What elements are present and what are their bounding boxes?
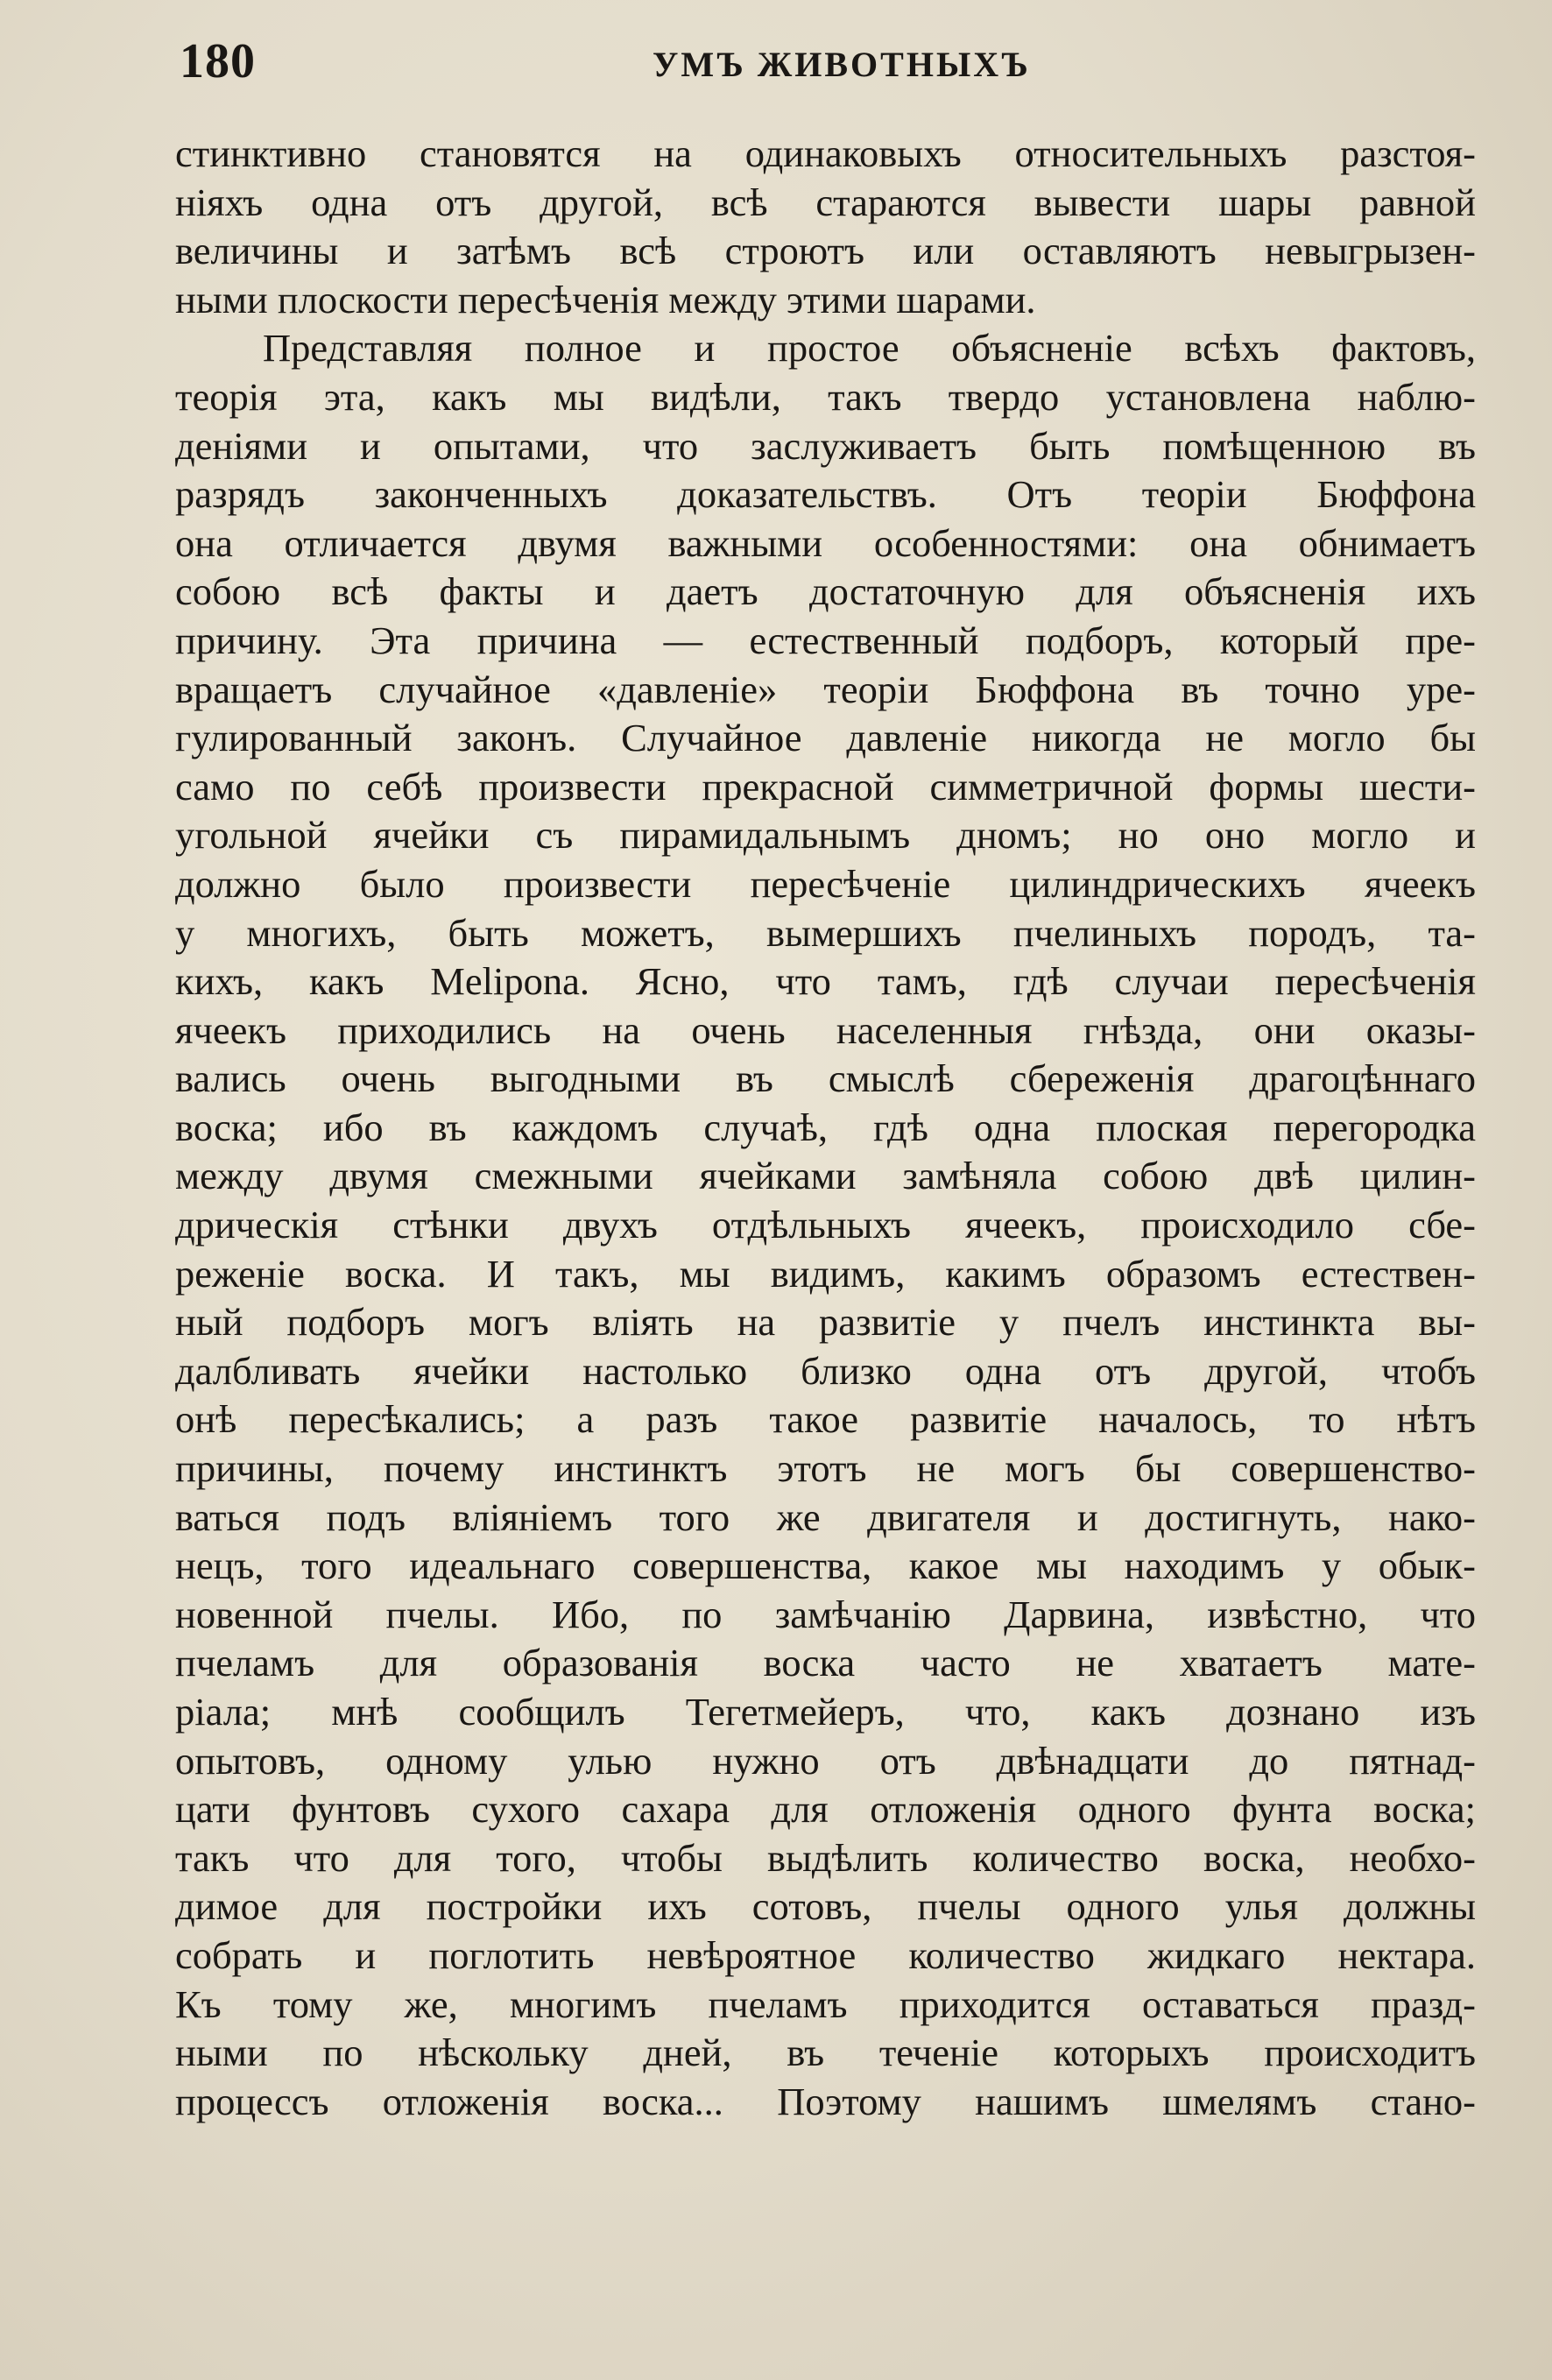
text-line: величины и затѣмъ всѣ строютъ или оставляютъ невыгрызен- bbox=[175, 229, 1476, 273]
text-line: между двумя смежными ячейками замѣняла собою двѣ цилин- bbox=[175, 1154, 1476, 1198]
text-line: онѣ пересѣкались; а разъ такое развитіе началось, то нѣтъ bbox=[175, 1397, 1476, 1442]
text-line: должно было произвести пересѣченіе цилиндрическихъ ячеекъ bbox=[175, 861, 1476, 906]
text-line: ными плоскости пересѣченія между этими шарами. bbox=[175, 277, 1036, 321]
text-line: ными по нѣскольку дней, въ теченіе которыхъ происходитъ bbox=[175, 2030, 1476, 2075]
text-line: пчеламъ для образованія воска часто не хватаетъ мате- bbox=[175, 1641, 1476, 1685]
text-line: цати фунтовъ сухого сахара для отложенія одного фунта воска; bbox=[175, 1787, 1476, 1832]
text-line: новенной пчелы. Ибо, по замѣчанію Дарвина, извѣстно, что bbox=[175, 1592, 1476, 1636]
text-line: кихъ, какъ Melipona. Ясно, что тамъ, гдѣ случаи пересѣченія bbox=[175, 959, 1476, 1004]
text-line: само по себѣ произвести прекрасной симметричной формы шести- bbox=[175, 764, 1476, 809]
text-line: димое для постройки ихъ сотовъ, пчелы одного улья должны bbox=[175, 1884, 1476, 1929]
running-head: УМЪ ЖИВОТНЫХЪ bbox=[653, 45, 1031, 84]
page-number: 180 bbox=[180, 34, 256, 88]
text-line: нецъ, того идеальнаго совершенства, какое мы находимъ у обык- bbox=[175, 1543, 1476, 1588]
text-line: Представляя полное и простое объясненіе всѣхъ фактовъ, bbox=[263, 326, 1476, 371]
text-line: ніяхъ одна отъ другой, всѣ стараются вывести шары равной bbox=[175, 180, 1476, 224]
text-line: причины, почему инстинктъ этотъ не могъ бы совершенство- bbox=[175, 1446, 1476, 1491]
text-line: у многихъ, быть можетъ, вымершихъ пчелиныхъ породъ, та- bbox=[175, 910, 1476, 955]
text-line: такъ что для того, чтобы выдѣлить количество воска, необхо- bbox=[175, 1835, 1476, 1880]
text-line: ячеекъ приходились на очень населенныя гнѣзда, они оказы- bbox=[175, 1007, 1476, 1052]
text-line: разрядъ законченныхъ доказательствъ. Отъ теоріи Бюффона bbox=[175, 472, 1476, 517]
text-line: реженіе воска. И такъ, мы видимъ, какимъ образомъ естествен- bbox=[175, 1251, 1476, 1296]
text-line: ваться подъ вліяніемъ того же двигателя и достигнуть, нако- bbox=[175, 1494, 1476, 1539]
text-line: гулированный законъ. Случайное давленіе никогда не могло бы bbox=[175, 716, 1476, 760]
text-line: теорія эта, какъ мы видѣли, такъ твердо установлена наблю- bbox=[175, 374, 1476, 419]
text-line: опытовъ, одному улью нужно отъ двѣнадцати до пятнад- bbox=[175, 1738, 1476, 1783]
text-line: вращаетъ случайное «давленіе» теоріи Бюффона въ точно уре- bbox=[175, 667, 1476, 711]
page-header bbox=[180, 33, 1476, 95]
text-line: она отличается двумя важными особенностями: она обнимаетъ bbox=[175, 520, 1476, 565]
text-line: дрическія стѣнки двухъ отдѣльныхъ ячеекъ, происходило сбе- bbox=[175, 1203, 1476, 1247]
text-line: Къ тому же, многимъ пчеламъ приходится оставаться празд- bbox=[175, 1981, 1476, 2026]
text-line: ріала; мнѣ сообщилъ Тегетмейеръ, что, какъ дознано изъ bbox=[175, 1690, 1476, 1734]
body-text bbox=[175, 130, 1476, 2126]
text-line: процессъ отложенія воска... Поэтому нашимъ шмелямъ стано- bbox=[175, 2079, 1476, 2123]
text-line: стинктивно становятся на одинаковыхъ относительныхъ разстоя- bbox=[175, 131, 1476, 175]
text-line: причину. Эта причина — естественный подборъ, который пре- bbox=[175, 618, 1476, 662]
text-line: далбливать ячейки настолько близко одна отъ другой, чтобъ bbox=[175, 1348, 1476, 1393]
text-line: воска; ибо въ каждомъ случаѣ, гдѣ одна плоская перегородка bbox=[175, 1105, 1476, 1149]
text-line: вались очень выгодными въ смыслѣ сбереженія драгоцѣннаго bbox=[175, 1056, 1476, 1101]
text-line: собою всѣ факты и даетъ достаточную для объясненія ихъ bbox=[175, 569, 1476, 614]
text-line: угольной ячейки съ пирамидальнымъ дномъ; но оно могло и bbox=[175, 813, 1476, 858]
text-line: деніями и опытами, что заслуживаетъ быть помѣщенною въ bbox=[175, 423, 1476, 468]
text-line: собрать и поглотить невѣроятное количество жидкаго нектара. bbox=[175, 1932, 1476, 1977]
text-line: ный подборъ могъ вліять на развитіе у пчелъ инстинкта вы- bbox=[175, 1300, 1476, 1345]
